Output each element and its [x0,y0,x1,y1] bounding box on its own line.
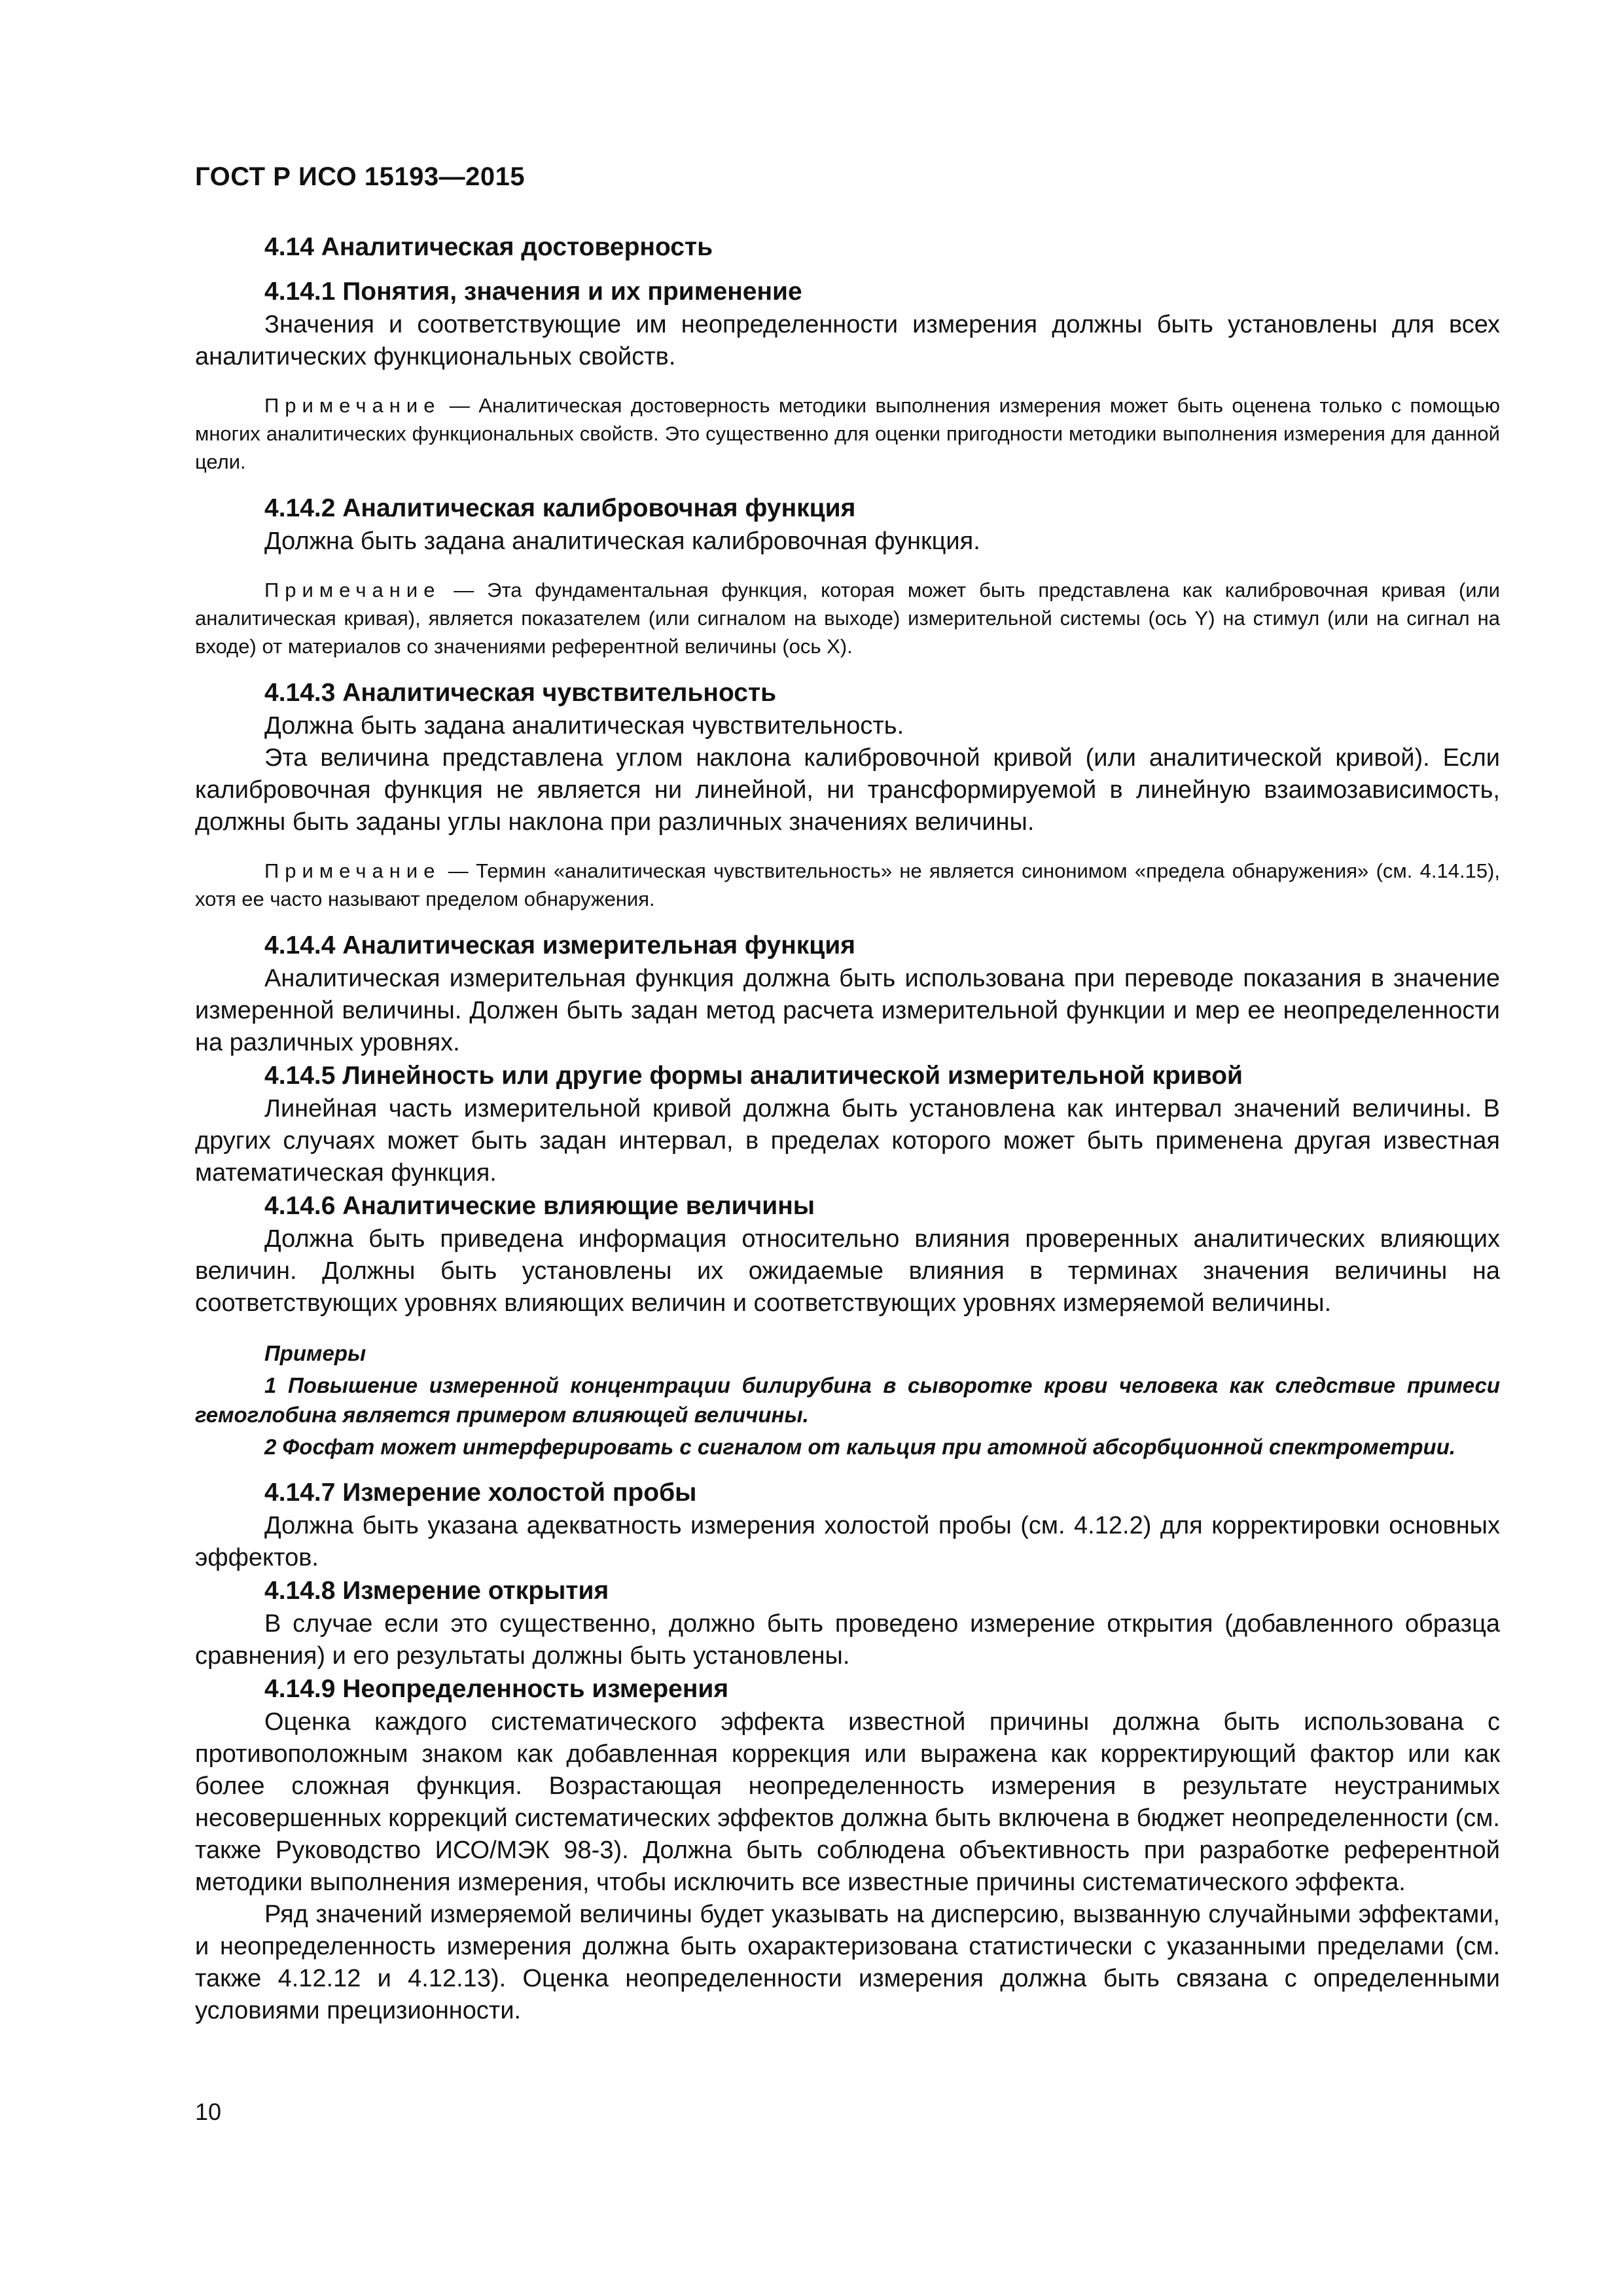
paragraph: Должна быть указана адекватность измерения холостой пробы (см. 4.12.2) для корректировки основных эффектов. [195,1512,1500,1571]
paragraph: Эта величина представлена углом наклона калибровочной кривой (или аналитической кривой). Если калибровочная функция не является ни линейной, ни трансформируемой в линейную взаимозависимость, должны быть заданы углы наклона при различных значениях величины. [195,744,1500,836]
paragraph: Аналитическая измерительная функция должна быть использована при переводе показания в значение измеренной величины. Должен быть задан метод расчета измерительной функции и мер ее неопределенности на различных уровнях. [195,965,1500,1056]
document-code: ГОСТ Р ИСО 15193—2015 [195,162,526,191]
note-label: Примечание [264,579,441,601]
page-content [195,230,1500,2027]
subsection-title-4-14-4: 4.14.4 Аналитическая измерительная функция [264,931,855,960]
note [195,576,1500,660]
paragraph: Должна быть приведена информация относительно влияния проверенных аналитических влияющих величин. Должны быть установлены их ожидаемые влияния в терминах значения величины на соответствующих уровнях влияющих величин и соответствующих уровнях измеряемой величины. [195,1225,1500,1317]
paragraph: Ряд значений измеряемой величины будет указывать на дисперсию, вызванную случайными эффектами, и неопределенность измерения должна быть охарактеризована статистически с указанными пределами (см. также 4.12.12 и 4.12.13). Оценка неопределенности измерения должна быть связана с определенными условиями прецизионности. [195,1901,1500,2024]
paragraph: В случае если это существенно, должно быть проведено измерение открытия (добавленного образца сравнения) и его результаты должны быть установлены. [195,1610,1500,1670]
example-item: 2 Фосфат может интерферировать с сигналом от кальция при атомной абсорбционной спектрометрии. [264,1435,1456,1459]
paragraph: Линейная часть измерительной кривой должна быть установлена как интервал значений величины. В других случаях может быть задан интервал, в пределах которого может быть применена другая известная математическая функция. [195,1095,1500,1187]
paragraph: Оценка каждого систематического эффекта известной причины должна быть использована с противоположным знаком как добавленная коррекция или выражена как корректирующий фактор или как более сложная функция. Возрастающая неопределенность измерения в результате неустранимых несовершенных коррекций систематических эффектов должна быть включена в бюджет неопределенности (см. также Руководство ИСО/МЭК 98-3). Должна быть соблюдена объективность при разработке референтной методики выполнения измерения, чтобы исключить все известные причины систематического эффекта. [195,1708,1500,1896]
section-title: 4.14 Аналитическая достоверность [264,233,713,261]
paragraph: Значения и соответствующие им неопределенности измерения должны быть установлены для всех аналитических функциональных свойств. [195,311,1500,370]
example-item: 1 Повышение измеренной концентрации билирубина в сыворотке крови человека как следствие примеси гемоглобина является примером влияющей величины. [195,1373,1500,1427]
subsection-title-4-14-9: 4.14.9 Неопределенность измерения [264,1675,729,1703]
subsection-title-4-14-3: 4.14.3 Аналитическая чувствительность [264,679,777,707]
note [195,857,1500,913]
note-label: Примечание [264,394,441,417]
note [195,391,1500,476]
note-text: — Термин «аналитическая чувствительность» не является синонимом «предела обнаружения» (см. 4.14.15), хотя ее часто называют пределом обнаружения. [195,859,1500,910]
examples-title: Примеры [264,1341,366,1365]
page-number: 10 [195,2098,222,2125]
paragraph: Должна быть задана аналитическая чувствительность. [264,712,904,740]
subsection-title-4-14-8: 4.14.8 Измерение открытия [264,1577,609,1605]
subsection-title-4-14-2: 4.14.2 Аналитическая калибровочная функция [264,494,856,522]
subsection-title-4-14-5: 4.14.5 Линейность или другие формы аналитической измерительной кривой [264,1062,1243,1090]
note-label: Примечание [264,859,441,882]
subsection-title-4-14-1: 4.14.1 Понятия, значения и их применение [264,278,802,306]
note-text: — Аналитическая достоверность методики выполнения измерения может быть оценена только с помощью многих аналитических функциональных свойств. Это существенно для оценки пригодности методики выполнения измерения для данной цели. [195,394,1500,473]
paragraph: Должна быть задана аналитическая калибровочная функция. [264,528,980,555]
subsection-title-4-14-6: 4.14.6 Аналитические влияющие величины [264,1192,815,1220]
subsection-title-4-14-7: 4.14.7 Измерение холостой пробы [264,1479,697,1507]
note-text: — Эта фундаментальная функция, которая может быть представлена как калибровочная кривая (или аналитическая кривая), является показателем (или сигналом на выходе) измерительной системы (ось Y) на стимул (или на сигнал на входе) от материалов со значениями референтной величины (ось X). [195,579,1500,658]
